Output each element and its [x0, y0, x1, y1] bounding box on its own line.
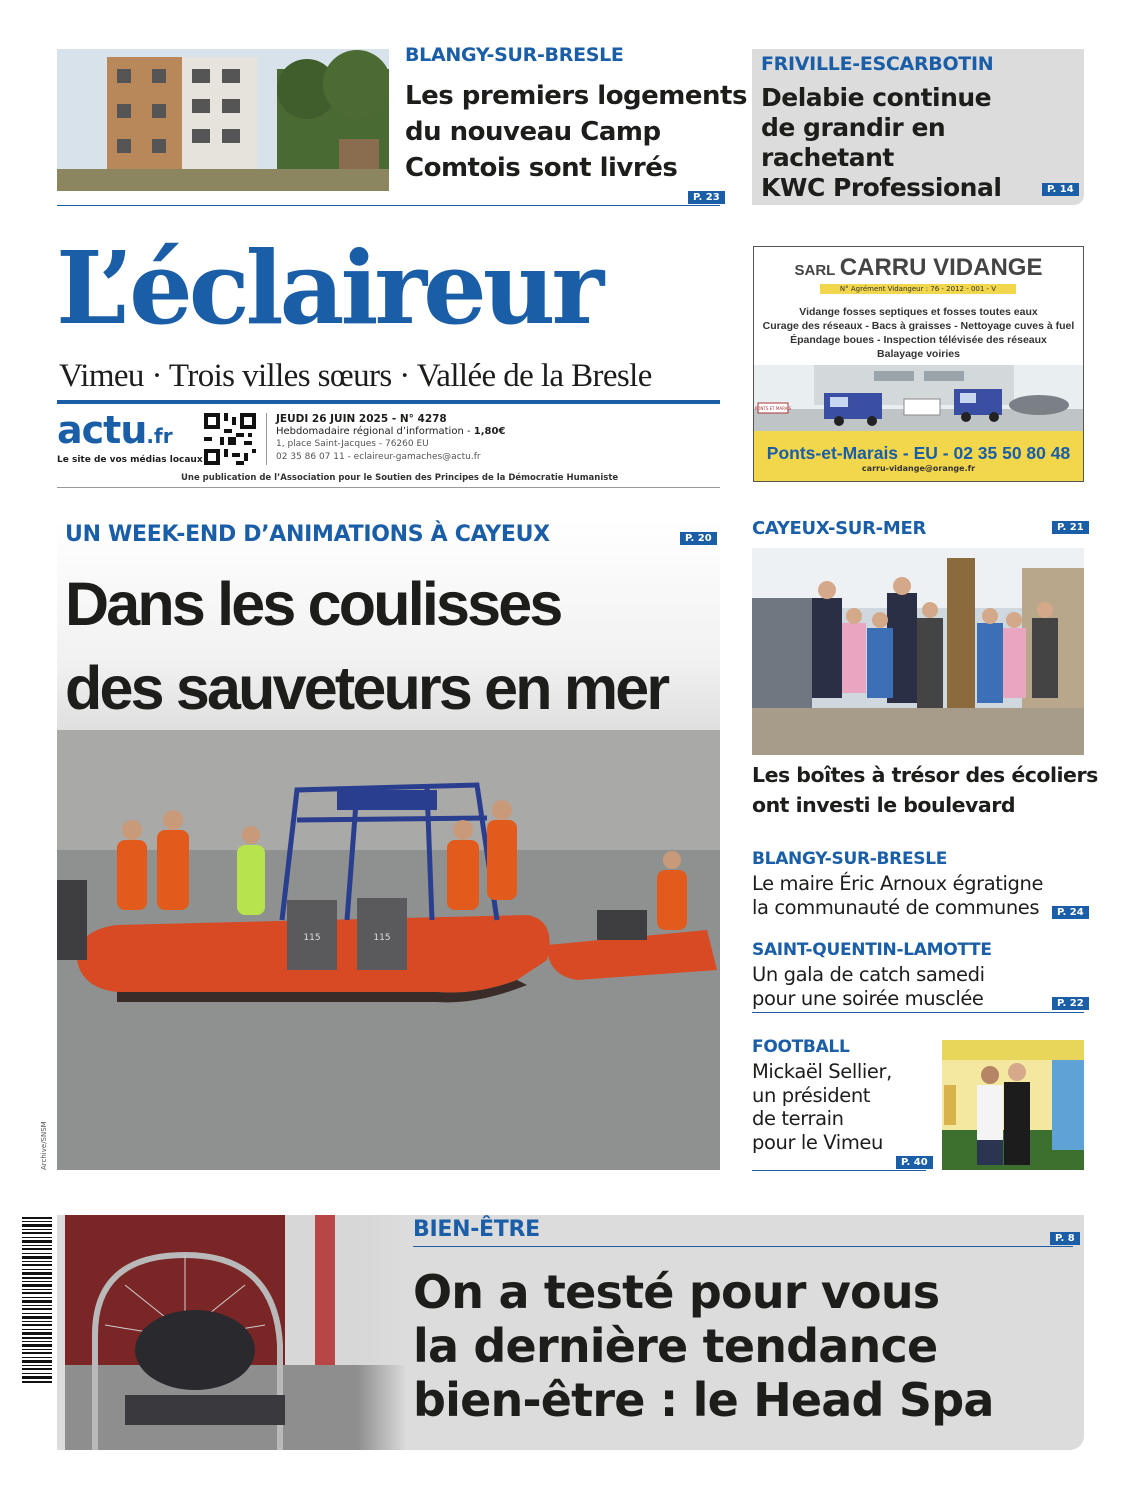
advertisement[interactable]	[753, 246, 1084, 482]
headline-line: Dans les coulisses	[65, 570, 561, 638]
bottom-kicker: BIEN-ÊTRE	[413, 1217, 540, 1242]
headline-line: Delabie continue	[761, 83, 992, 112]
bottom-fade	[357, 1215, 407, 1450]
actu-logo[interactable]	[57, 408, 173, 452]
barcode-icon	[22, 1215, 52, 1385]
masthead-rule	[57, 400, 720, 404]
cayeux-headline[interactable]	[752, 760, 1098, 820]
ad-phone: Ponts-et-Marais - EU - 02 35 50 80 48	[766, 443, 1071, 463]
masthead-logo[interactable]: L’éclaireur	[56, 229, 601, 347]
text-line: la communauté de communes	[752, 896, 1040, 919]
top-left-kicker: BLANGY-SUR-BRESLE	[405, 44, 624, 66]
actu-slogan: Le site de vos médias locaux	[57, 455, 203, 465]
headline-line: de grandir en rachetant	[761, 113, 946, 172]
page-ref-badge[interactable]: P. 24	[1052, 906, 1089, 919]
actu-wordmark: actu	[57, 408, 147, 452]
date-issue: JEUDI 26 JUIN 2025 - N° 4278	[276, 413, 447, 425]
bottom-feature[interactable]	[57, 1215, 1084, 1450]
ad-illustration	[754, 365, 1083, 431]
main-headline	[65, 562, 667, 730]
contact: 02 35 86 07 11 - eclaireur-gamaches@actu.fr	[276, 451, 481, 462]
schoolchildren-photo[interactable]	[752, 548, 1084, 755]
stquentin-text[interactable]	[752, 963, 985, 1011]
page-ref-badge[interactable]: P. 20	[680, 532, 717, 545]
headline-line: On a testé pour vous	[413, 1265, 940, 1319]
text-line: pour une soirée musclée	[752, 987, 984, 1010]
headline-line: Les premiers logements	[405, 81, 747, 111]
top-right-kicker: FRIVILLE-ESCARBOTIN	[761, 53, 994, 75]
headline-line: bien-être : le Head Spa	[413, 1373, 994, 1427]
masthead-info-divider	[266, 413, 267, 465]
group-photo-illustration	[752, 548, 1084, 755]
page-ref-badge[interactable]: P. 14	[1042, 183, 1079, 196]
rescue-boat-photo	[57, 730, 720, 1170]
ad-company: CARRU VIDANGE	[839, 254, 1043, 281]
headline-line: du nouveau Camp	[405, 117, 661, 147]
text-line: pour le Vimeu	[752, 1130, 883, 1154]
stquentin-kicker: SAINT-QUENTIN-LAMOTTE	[752, 940, 992, 960]
stquentin-rule	[752, 1012, 1084, 1013]
page-ref-badge[interactable]: P. 21	[1052, 521, 1089, 534]
top-right-box[interactable]	[752, 49, 1084, 205]
cayeux-kicker: CAYEUX-SUR-MER	[752, 518, 927, 539]
top-left-headline[interactable]	[405, 78, 747, 186]
blangy-kicker: BLANGY-SUR-BRESLE	[752, 849, 948, 869]
main-story[interactable]	[57, 520, 720, 1170]
barcode	[22, 1215, 52, 1385]
top-right-headline	[761, 83, 1084, 203]
address: 1, place Saint-Jacques - 76260 EU	[276, 439, 429, 449]
ad-service-line: Curage des réseaux - Bacs à graisses - Nettoyage cuves à fuel	[762, 320, 1075, 332]
text-line: de terrain	[752, 1107, 844, 1130]
ad-agrement: N° Agrément Vidangeur : 76 - 2012 - 001 - V	[820, 284, 1016, 294]
blangy-text[interactable]	[752, 872, 1043, 920]
headline-line: Les boîtes à trésor des écoliers	[752, 763, 1098, 787]
photo-credit: Archive/SNSM	[40, 1121, 48, 1170]
ad-service-line: Balayage voiries	[877, 348, 960, 360]
ad-phone-bar	[754, 431, 1083, 481]
ad-sign-text: PONTS ET MARAIS	[754, 406, 792, 411]
football-kicker: FOOTBALL	[752, 1037, 850, 1057]
page-ref-badge[interactable]: P. 40	[896, 1156, 933, 1169]
text-line: Un gala de catch samedi	[752, 963, 985, 986]
ad-service-line: Épandage boues - Inspection télévisée des réseaux	[790, 334, 1047, 346]
bottom-headline	[413, 1265, 994, 1427]
qr-code-icon[interactable]	[204, 413, 256, 465]
building-illustration	[57, 49, 389, 191]
masthead-info	[276, 413, 505, 463]
football-rule	[752, 1170, 926, 1171]
text-line: un président	[752, 1083, 871, 1107]
frequency-line	[276, 426, 505, 439]
head-spa-photo	[65, 1215, 405, 1450]
actu-tld: .fr	[146, 424, 173, 448]
frequency-text: Hebdomadaire régional d’information -	[276, 425, 471, 437]
main-kicker: UN WEEK-END D’ANIMATIONS À CAYEUX	[65, 522, 550, 547]
masthead-tagline: Vimeu · Trois villes sœurs · Vallée de la Bresle	[59, 358, 652, 394]
text-line: Mickaël Sellier,	[752, 1060, 892, 1083]
page-ref-badge[interactable]: P. 22	[1052, 997, 1089, 1010]
ad-company-line	[754, 254, 1083, 282]
text-line: Le maire Éric Arnoux égratigne	[752, 872, 1044, 895]
bottom-kicker-rule	[413, 1246, 1073, 1247]
two-men-illustration	[942, 1040, 1084, 1170]
price: 1,80€	[473, 425, 506, 437]
headline-line: Comtois sont livrés	[405, 153, 678, 183]
ad-services	[754, 305, 1083, 361]
ad-sarl: SARL	[794, 262, 836, 279]
page-ref-badge[interactable]: P. 8	[1050, 1232, 1080, 1245]
page-ref-badge[interactable]: P. 23	[688, 191, 725, 204]
headline-line: ont investi le boulevard	[752, 793, 1015, 817]
top-left-rule	[57, 205, 720, 206]
ad-service-line: Vidange fosses septiques et fosses toutes eaux	[799, 306, 1038, 318]
headline-line: KWC Professional	[761, 173, 1002, 202]
engine-label: 115	[373, 933, 391, 943]
building-photo[interactable]	[57, 49, 389, 191]
football-photo[interactable]	[942, 1040, 1084, 1170]
publisher-line: Une publication de l’Association pour le Soutien des Principes de la Démocratie Humaniste	[181, 473, 619, 483]
masthead-bottom-rule	[57, 487, 720, 488]
headline-line: la dernière tendance	[413, 1319, 938, 1373]
football-text[interactable]	[752, 1060, 892, 1154]
ad-email: carru-vidange@orange.fr	[861, 464, 976, 473]
engine-label: 115	[303, 933, 321, 943]
headline-line: des sauveteurs en mer	[65, 654, 668, 722]
